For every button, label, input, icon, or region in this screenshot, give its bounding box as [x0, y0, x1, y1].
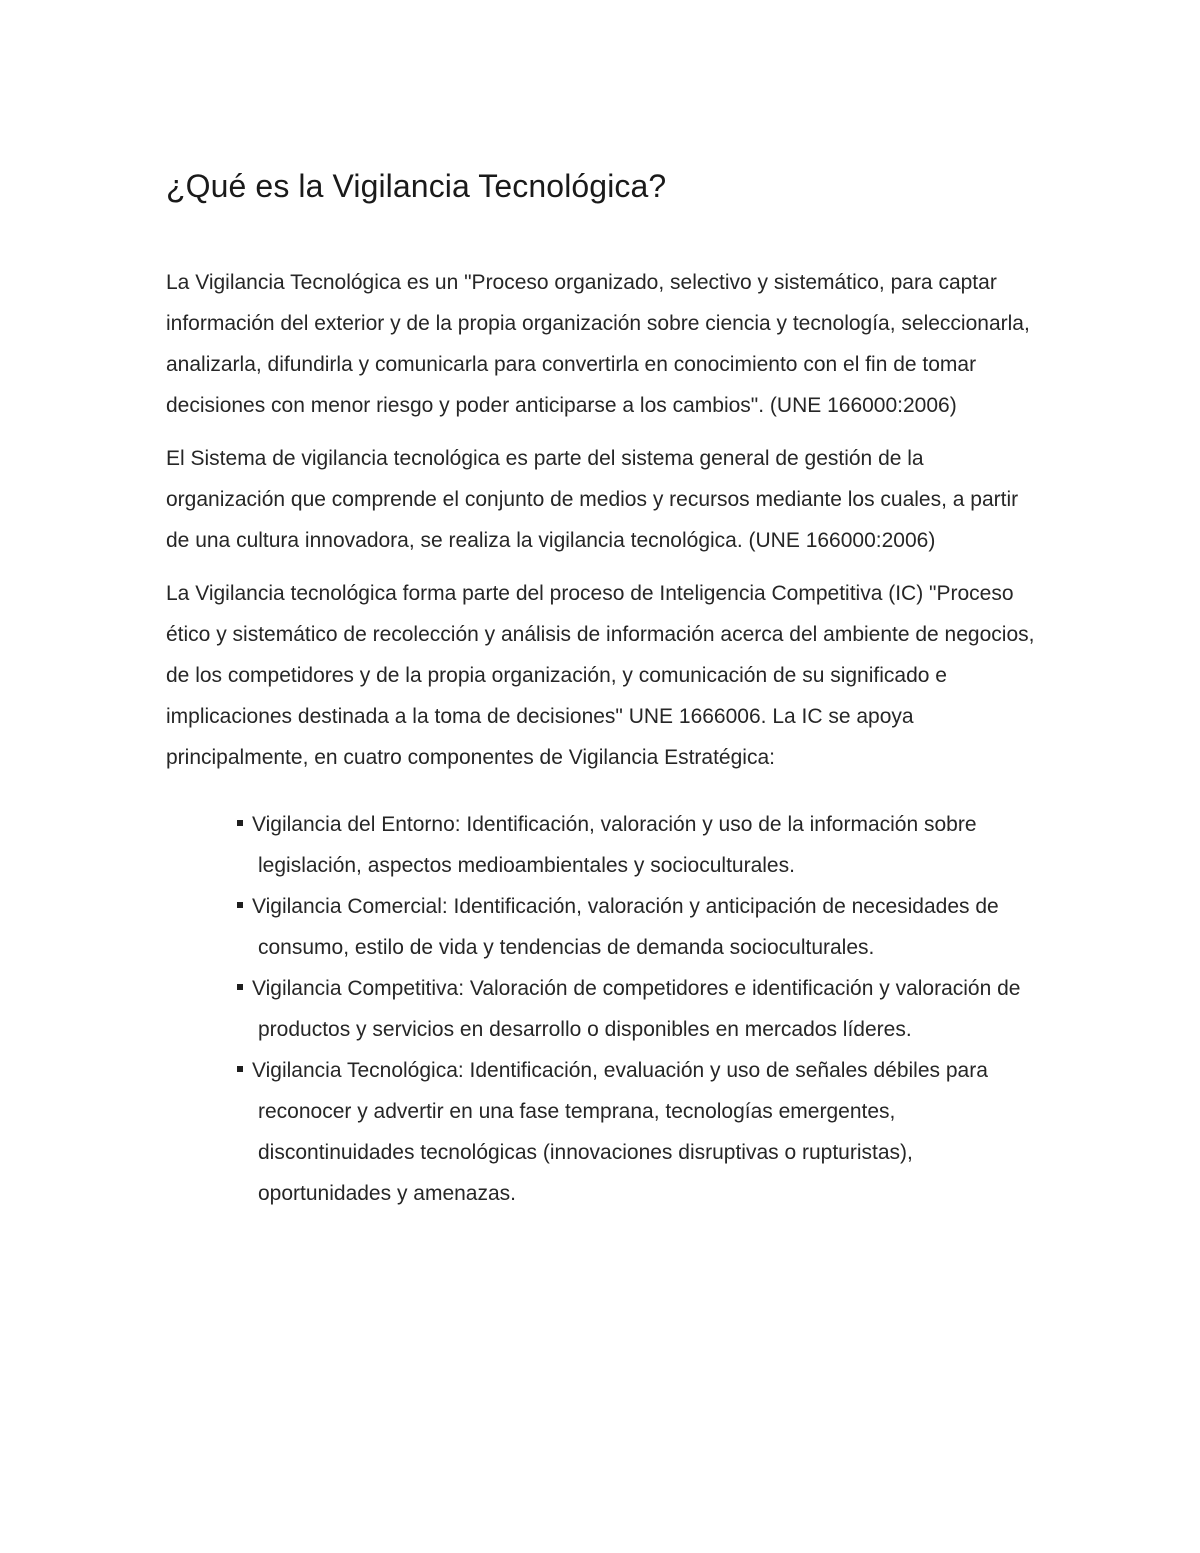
list-item-text: Vigilancia Tecnológica: Identificación, evaluación y uso de señales débiles para reconocer y advertir en una fase temprana, tecnologías emergentes, discontinuidades tecnológicas (innovaciones disruptivas o rupturistas), oportunidades y amenazas. [252, 1059, 988, 1205]
bullet-icon [237, 1066, 243, 1072]
bullet-icon [237, 820, 243, 826]
bullet-icon [237, 984, 243, 990]
document-body [166, 162, 1046, 1214]
paragraph-competitive-intelligence: La Vigilancia tecnológica forma parte del proceso de Inteligencia Competitiva (IC) "Proceso ético y sistemático de recolección y análisis de información acerca del ambiente de negocios, de los competidores y de la propia organización, y comunicación de su significado e implicaciones destinada a la toma de decisiones" UNE 1666006. La IC se apoya principalmente, en cuatro componentes de Vigilancia Estratégica: [166, 582, 1035, 769]
list-item-text: Vigilancia del Entorno: Identificación, valoración y uso de la información sobre legislación, aspectos medioambientales y socioculturales. [252, 813, 977, 877]
list-item-text: Vigilancia Comercial: Identificación, valoración y anticipación de necesidades de consumo, estilo de vida y tendencias de demanda socioculturales. [252, 895, 999, 959]
bullet-icon [237, 902, 243, 908]
paragraph-definition: La Vigilancia Tecnológica es un "Proceso organizado, selectivo y sistemático, para captar información del exterior y de la propia organización sobre ciencia y tecnología, seleccionarla, analizarla, difundirla y comunicarla para convertirla en conocimiento con el fin de tomar decisiones con menor riesgo y poder anticiparse a los cambios". (UNE 166000:2006) [166, 271, 1030, 417]
page-title: ¿Qué es la Vigilancia Tecnológica? [166, 168, 667, 204]
list-item [222, 968, 1046, 1050]
list-item [222, 1050, 1046, 1214]
list-item [222, 886, 1046, 968]
list-item-text: Vigilancia Competitiva: Valoración de competidores e identificación y valoración de productos y servicios en desarrollo o disponibles en mercados líderes. [252, 977, 1021, 1041]
components-list [166, 804, 1046, 1214]
list-item [222, 804, 1046, 886]
paragraph-system: El Sistema de vigilancia tecnológica es parte del sistema general de gestión de la organización que comprende el conjunto de medios y recursos mediante los cuales, a partir de una cultura innovadora, se realiza la vigilancia tecnológica. (UNE 166000:2006) [166, 447, 1019, 552]
